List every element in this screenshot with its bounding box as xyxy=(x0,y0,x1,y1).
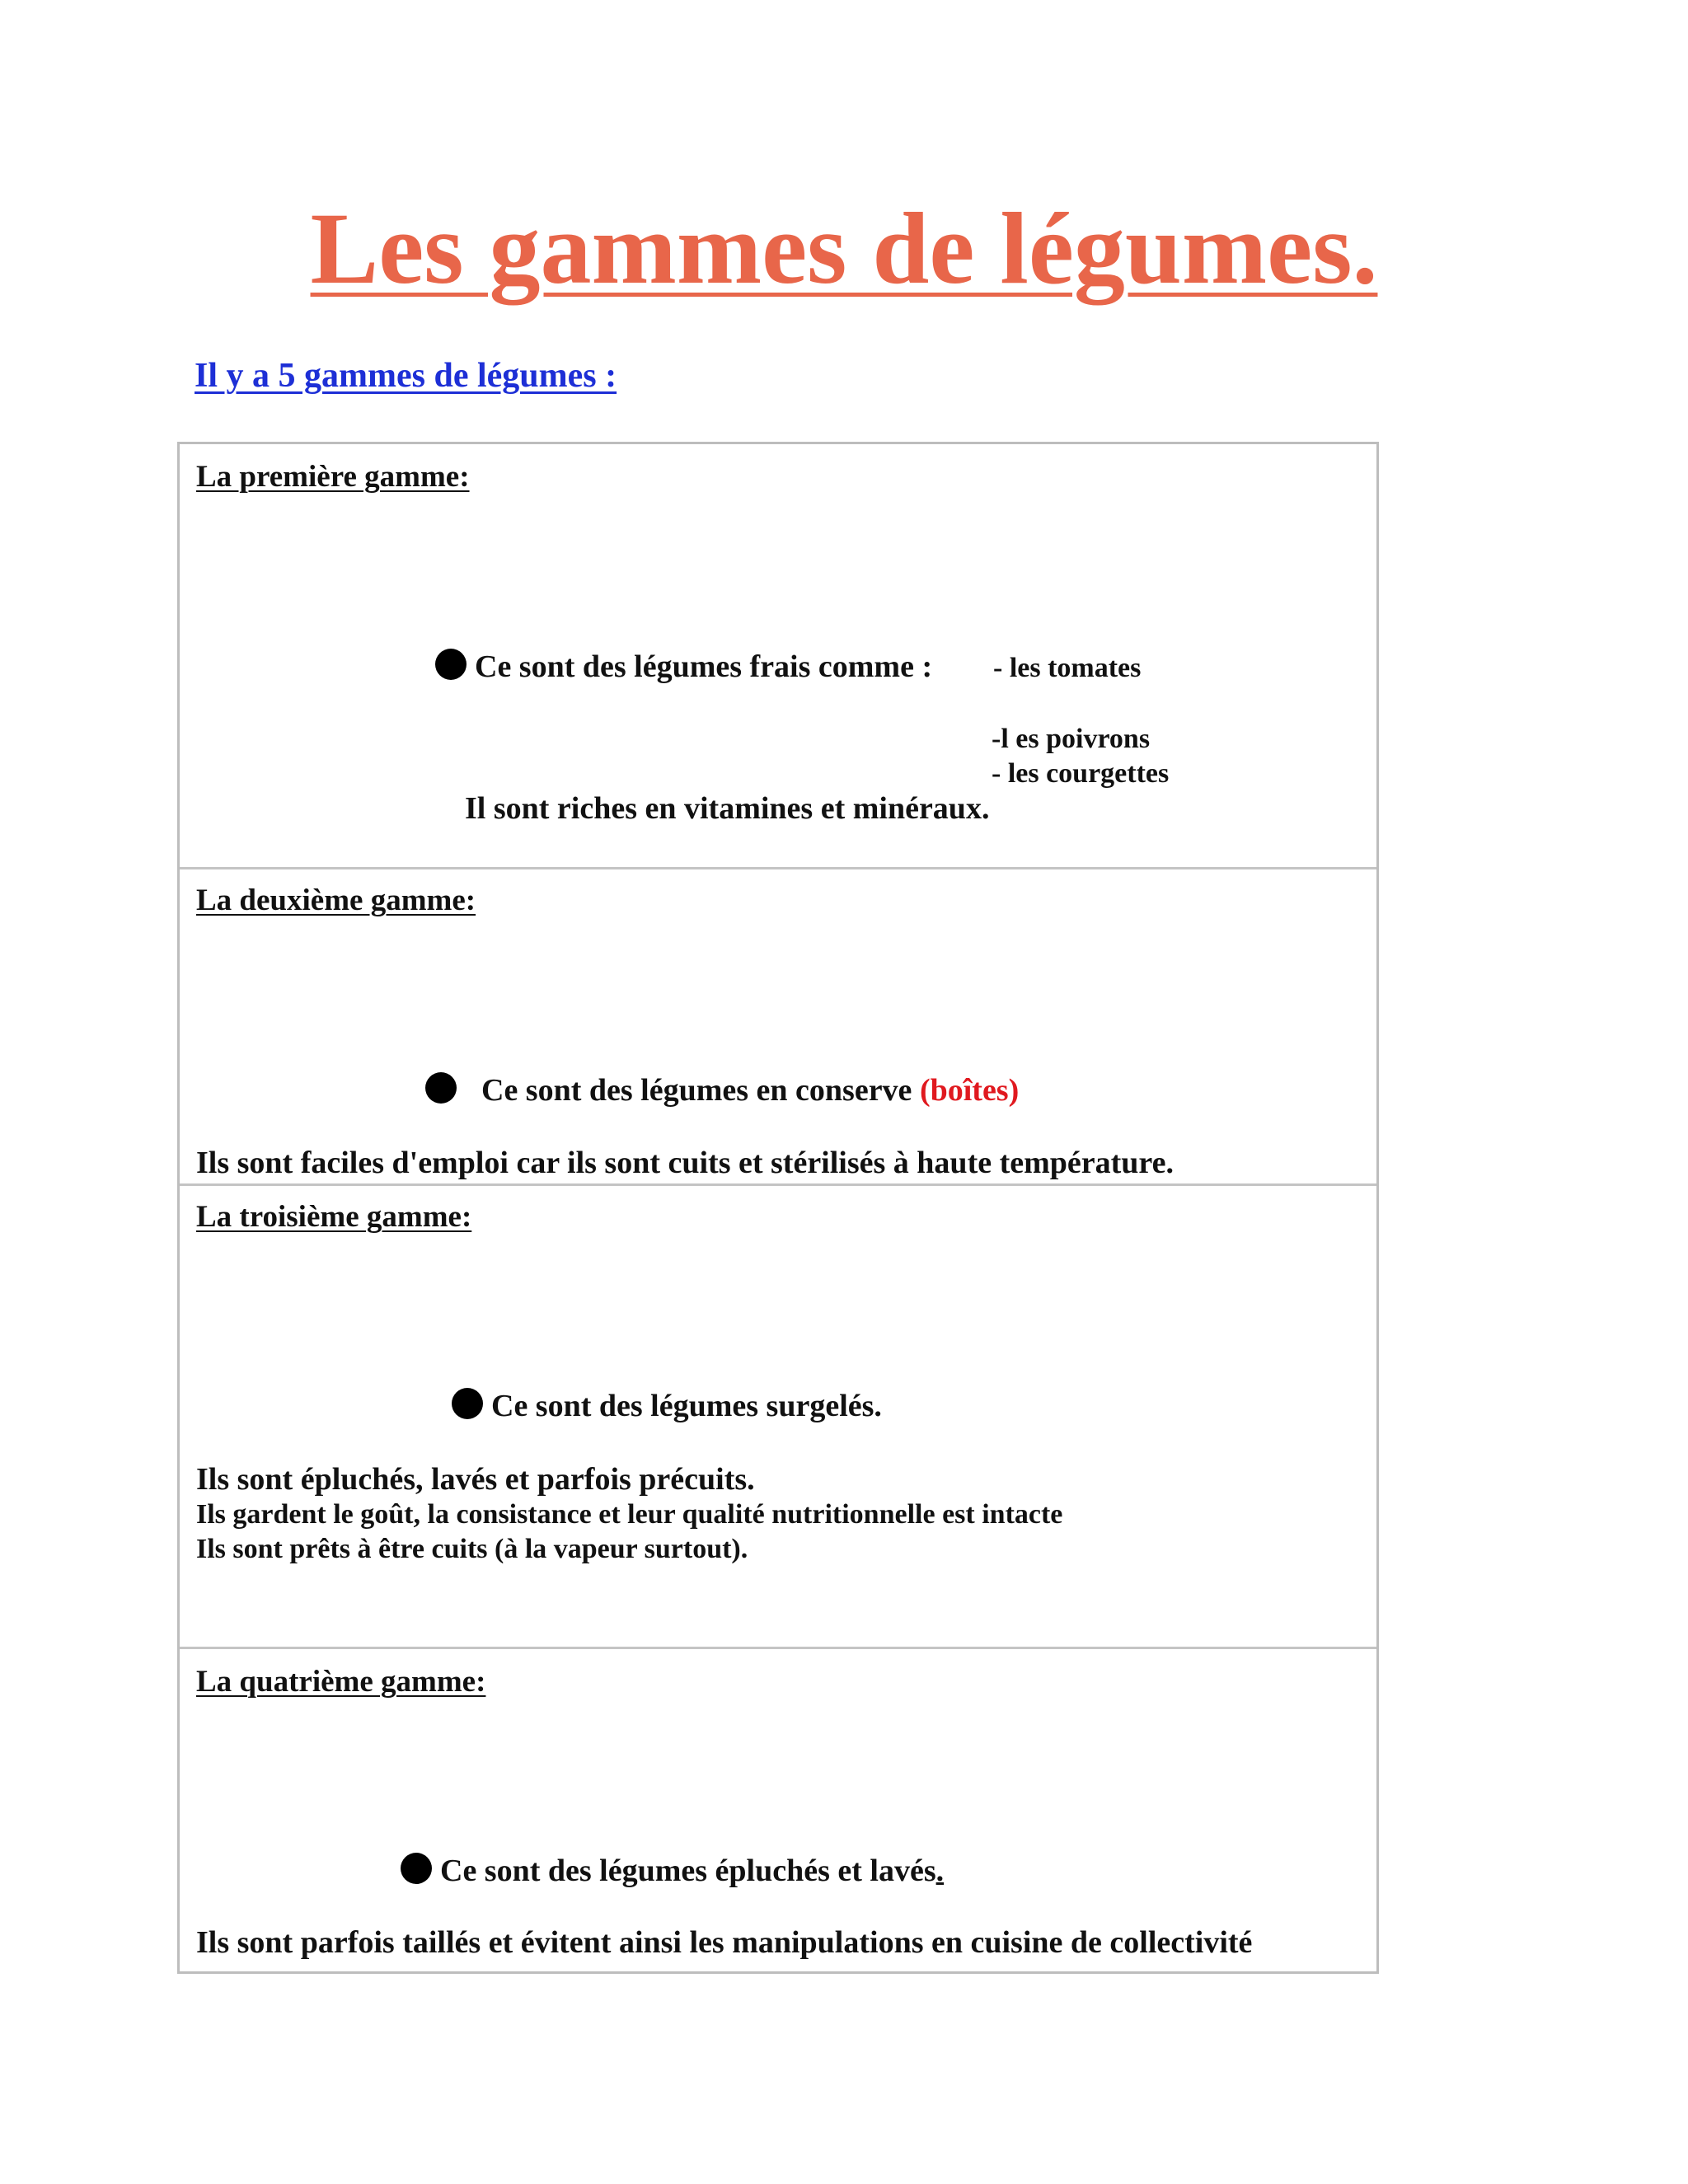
gamme-4-heading: La quatrième gamme: xyxy=(196,1665,486,1699)
gamme-3-bullet-text: Ce sont des légumes surgelés. xyxy=(491,1389,882,1423)
gamme-1-bullet-line xyxy=(435,647,932,687)
gamme-3-heading: La troisième gamme: xyxy=(196,1200,472,1234)
gamme-3-cell xyxy=(180,1183,1376,1647)
document-title: Les gammes de légumes. xyxy=(310,192,1378,305)
gamme-2-heading: La deuxième gamme: xyxy=(196,883,476,917)
gamme-4-cell xyxy=(180,1647,1376,1971)
gamme-2-bullet-line xyxy=(425,1071,1019,1110)
gamme-1-heading: La première gamme: xyxy=(196,460,470,494)
gamme-3-bullet-line xyxy=(452,1386,882,1426)
gamme-1-item-1: - les tomates xyxy=(993,653,1142,683)
gamme-1-cell xyxy=(180,444,1376,867)
gamme-2-bullet-highlight: (boîtes) xyxy=(919,1073,1020,1108)
gamme-2-note: Ils sont faciles d'emploi car ils sont cuits et stérilisés à haute température. xyxy=(196,1146,1174,1180)
gamme-2-cell xyxy=(180,867,1376,1183)
gamme-1-bullet-text: Ce sont des légumes frais comme : xyxy=(475,649,933,684)
gamme-1-item-2: -l es poivrons xyxy=(992,724,1151,754)
gamme-4-bullet-end: . xyxy=(935,1854,945,1888)
gamme-3-note-3: Ils sont prêts à être cuits (à la vapeur surtout). xyxy=(196,1534,748,1564)
bullet-icon xyxy=(435,649,467,680)
bullet-icon xyxy=(425,1072,457,1104)
gamme-4-bullet-text: Ce sont des légumes épluchés et lavés xyxy=(440,1854,936,1888)
gamme-3-note-1: Ils sont épluchés, lavés et parfois précuits. xyxy=(196,1462,755,1497)
gamme-4-bullet-line xyxy=(401,1851,944,1891)
gammes-table xyxy=(177,442,1379,1974)
gamme-4-note: Ils sont parfois taillés et évitent ainsi les manipulations en cuisine de collectivité xyxy=(196,1925,1253,1960)
gamme-1-note: Il sont riches en vitamines et minéraux. xyxy=(465,791,990,826)
bullet-icon xyxy=(401,1853,432,1884)
gamme-1-item-3: - les courgettes xyxy=(992,758,1170,789)
gamme-2-bullet-text: Ce sont des légumes en conserve xyxy=(481,1073,912,1108)
gamme-3-note-2: Ils gardent le goût, la consistance et leur qualité nutritionnelle est intacte xyxy=(196,1499,1063,1530)
bullet-icon xyxy=(452,1388,483,1419)
document-subtitle: Il y a 5 gammes de légumes : xyxy=(195,357,617,395)
